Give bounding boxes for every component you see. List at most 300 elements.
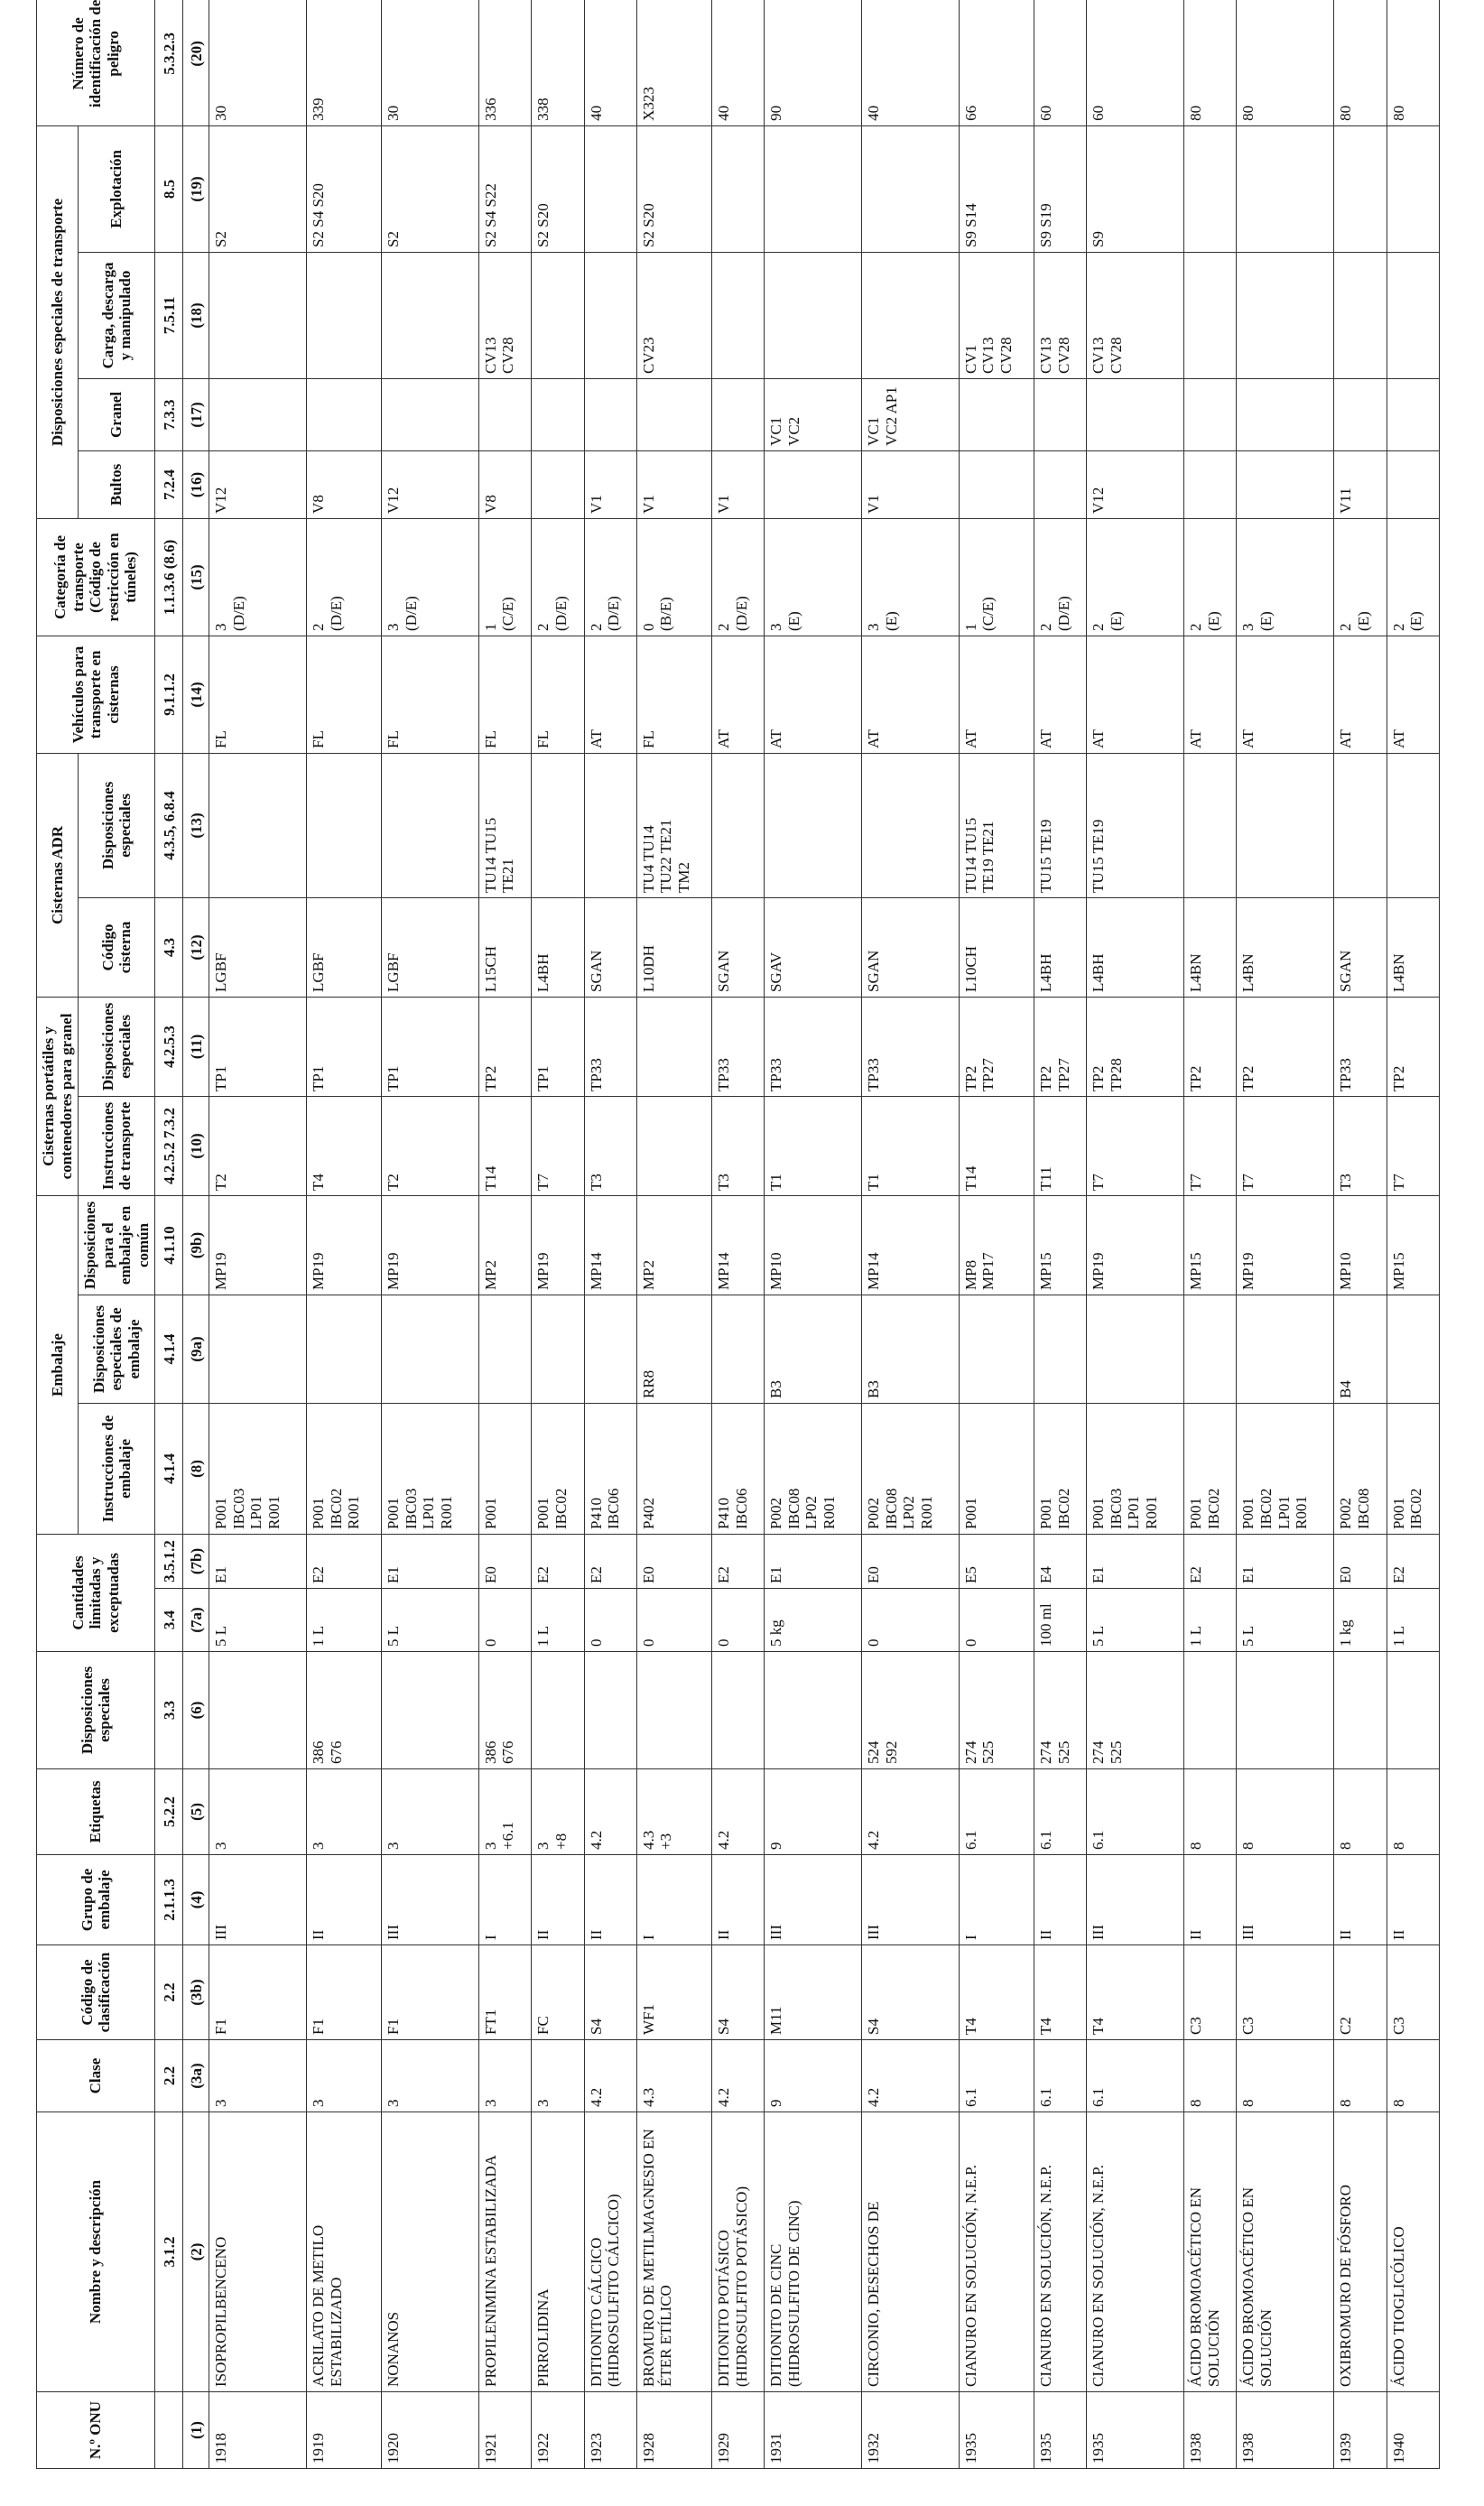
- table-cell: M11: [765, 1945, 862, 2040]
- table-cell: S2 S4 S20: [307, 125, 382, 252]
- table-cell: AT: [1387, 636, 1439, 753]
- table-cell: E0: [478, 1535, 531, 1589]
- table-cell: P001 IBC03 LP01 R001: [209, 1404, 307, 1535]
- table-cell: E4: [1034, 1535, 1086, 1589]
- table-cell: 2 (E): [1184, 518, 1237, 636]
- table-cell: 66: [959, 0, 1034, 125]
- table-cell: DITIONITO POTÁSICO (HIDROSULFITO POTÁSICO): [711, 2112, 764, 2392]
- table-cell: [765, 252, 862, 378]
- table-row: [1034, 0, 1086, 2469]
- table-cell: 4.2: [711, 2040, 764, 2112]
- header-disp-especiales-embalaje: Disposiciones especiales de embalaje: [79, 1295, 155, 1404]
- table-cell: 1 L: [532, 1589, 584, 1652]
- table-cell: 2 (D/E): [307, 518, 382, 636]
- table-cell: S2 S20: [636, 125, 711, 252]
- table-body: [155, 0, 1440, 2469]
- table-cell: V11: [1334, 450, 1387, 518]
- table-cell: [765, 1652, 862, 1769]
- table-row: [209, 0, 307, 2469]
- table-cell: 2 (D/E): [532, 518, 584, 636]
- table-cell: [532, 378, 584, 450]
- table-cell: [584, 252, 636, 378]
- table-cell: S2 S4 S22: [478, 125, 531, 252]
- table-cell: 80: [1184, 0, 1237, 125]
- table-cell: FL: [382, 636, 479, 753]
- table-cell: 336: [478, 0, 531, 125]
- table-cell: TP2: [1237, 997, 1334, 1096]
- table-cell: CIRCONIO, DESECHOS DE: [862, 2112, 960, 2392]
- table-cell: [1237, 753, 1334, 897]
- reference-cell: 4.1.4: [155, 1404, 183, 1535]
- table-cell: 2 (D/E): [584, 518, 636, 636]
- table-cell: 1938: [1184, 2392, 1237, 2469]
- reference-cell: 4.2.5.2 7.3.2: [155, 1096, 183, 1195]
- table-cell: P002 IBC08 LP02 R001: [862, 1404, 960, 1535]
- table-cell: TP2 TP28: [1087, 997, 1184, 1096]
- reference-cell: 2.1.1.3: [155, 1855, 183, 1945]
- table-cell: MP19: [307, 1195, 382, 1295]
- table-cell: S4: [584, 1945, 636, 2040]
- table-cell: MP19: [532, 1195, 584, 1295]
- table-cell: V8: [307, 450, 382, 518]
- table-cell: 1939: [1334, 2392, 1387, 2469]
- table-cell: 1938: [1237, 2392, 1334, 2469]
- table-cell: 0: [478, 1589, 531, 1652]
- table-cell: E2: [1184, 1535, 1237, 1589]
- table-row: [532, 0, 584, 2469]
- table-cell: CIANURO EN SOLUCIÓN, N.E.P.: [1087, 2112, 1184, 2392]
- table-cell: S4: [862, 1945, 960, 2040]
- table-cell: III: [382, 1855, 479, 1945]
- table-cell: T3: [711, 1096, 764, 1195]
- column-number-cell: (7a): [183, 1589, 209, 1652]
- table-cell: T7: [1087, 1096, 1184, 1195]
- header-cisternas-adr: Cisternas ADR: [37, 753, 79, 997]
- table-cell: II: [1034, 1855, 1086, 1945]
- table-cell: VC1 VC2: [765, 378, 862, 450]
- table-cell: PIRROLIDINA: [532, 2112, 584, 2392]
- table-cell: [209, 1652, 307, 1769]
- table-cell: 9: [765, 2040, 862, 2112]
- reference-cell: 5.3.2.3: [155, 0, 183, 125]
- table-cell: [382, 1652, 479, 1769]
- table-cell: [636, 1652, 711, 1769]
- table-cell: [1184, 753, 1237, 897]
- table-cell: VC1 VC2 AP1: [862, 378, 960, 450]
- header-embalaje: Embalaje: [37, 1195, 79, 1534]
- table-cell: B3: [765, 1295, 862, 1404]
- table-cell: TU15 TE19: [1087, 753, 1184, 897]
- table-cell: S2: [209, 125, 307, 252]
- reference-cell: 2.2: [155, 1945, 183, 2040]
- table-cell: II: [1334, 1855, 1387, 1945]
- table-cell: [1334, 252, 1387, 378]
- table-cell: II: [584, 1855, 636, 1945]
- table-cell: 3: [307, 2040, 382, 2112]
- table-cell: 0: [584, 1589, 636, 1652]
- table-cell: [1034, 450, 1086, 518]
- table-cell: 1 (C/E): [959, 518, 1034, 636]
- table-row: [959, 0, 1034, 2469]
- table-cell: S4: [711, 1945, 764, 2040]
- table-row: [584, 0, 636, 2469]
- table-cell: [1237, 1295, 1334, 1404]
- table-cell: [382, 378, 479, 450]
- table-cell: [584, 753, 636, 897]
- table-cell: 60: [1034, 0, 1086, 125]
- column-number-cell: (8): [183, 1404, 209, 1535]
- table-cell: [959, 378, 1034, 450]
- column-number-cell: (10): [183, 1096, 209, 1195]
- table-cell: V1: [584, 450, 636, 518]
- table-cell: [959, 450, 1034, 518]
- table-cell: [711, 1295, 764, 1404]
- table-cell: 1922: [532, 2392, 584, 2469]
- table-cell: [307, 252, 382, 378]
- table-cell: [1184, 1652, 1237, 1769]
- table-cell: [1237, 252, 1334, 378]
- table-cell: V12: [382, 450, 479, 518]
- table-cell: [1184, 252, 1237, 378]
- table-cell: 1 kg: [1334, 1589, 1387, 1652]
- table-cell: FL: [209, 636, 307, 753]
- table-cell: P001 IBC02: [1034, 1404, 1086, 1535]
- table-cell: L4BH: [1034, 897, 1086, 997]
- table-cell: 3: [209, 1769, 307, 1855]
- table-cell: 3 +8: [532, 1769, 584, 1855]
- table-cell: [532, 450, 584, 518]
- table-cell: 30: [382, 0, 479, 125]
- table-cell: 80: [1387, 0, 1439, 125]
- table-cell: [532, 1652, 584, 1769]
- table-cell: 90: [765, 0, 862, 125]
- table-cell: [1184, 125, 1237, 252]
- header-no-onu: N.º ONU: [37, 2392, 155, 2469]
- table-cell: 4.2: [584, 1769, 636, 1855]
- table-cell: B4: [1334, 1295, 1387, 1404]
- table-cell: [1184, 378, 1237, 450]
- table-cell: SGAN: [862, 897, 960, 997]
- table-cell: 386 676: [478, 1652, 531, 1769]
- table-cell: OXIBROMURO DE FÓSFORO: [1334, 2112, 1387, 2392]
- table-cell: V12: [209, 450, 307, 518]
- table-cell: E5: [959, 1535, 1034, 1589]
- table-cell: LGBF: [382, 897, 479, 997]
- table-cell: [959, 1295, 1034, 1404]
- table-cell: TU14 TU15 TE21: [478, 753, 531, 897]
- table-cell: AT: [1184, 636, 1237, 753]
- header-instrucciones-transporte: Instrucciones de transporte: [79, 1096, 155, 1195]
- table-cell: [1034, 378, 1086, 450]
- table-cell: [532, 753, 584, 897]
- table-cell: T11: [1034, 1096, 1086, 1195]
- reference-cell: 4.1.10: [155, 1195, 183, 1295]
- table-cell: E0: [636, 1535, 711, 1589]
- reference-cell: [155, 2392, 183, 2469]
- table-cell: [1387, 125, 1439, 252]
- reference-cell: 4.2.5.3: [155, 997, 183, 1096]
- table-cell: 1919: [307, 2392, 382, 2469]
- table-cell: 5 L: [1087, 1589, 1184, 1652]
- table-cell: E1: [382, 1535, 479, 1589]
- table-cell: [711, 125, 764, 252]
- table-cell: L4BH: [532, 897, 584, 997]
- rotated-table-container: [36, 0, 1440, 2469]
- table-cell: [1387, 1652, 1439, 1769]
- table-cell: 3 (D/E): [209, 518, 307, 636]
- reference-row: [155, 0, 183, 2469]
- table-cell: 524 592: [862, 1652, 960, 1769]
- table-cell: MP10: [765, 1195, 862, 1295]
- table-cell: TU4 TU14 TU22 TE21 TM2: [636, 753, 711, 897]
- table-cell: 5 L: [209, 1589, 307, 1652]
- table-cell: [1087, 1295, 1184, 1404]
- table-cell: S2 S20: [532, 125, 584, 252]
- table-cell: 2 (E): [1387, 518, 1439, 636]
- table-cell: [1237, 1652, 1334, 1769]
- table-cell: 5 L: [1237, 1589, 1334, 1652]
- column-number-cell: (4): [183, 1855, 209, 1945]
- table-cell: FC: [532, 1945, 584, 2040]
- table-cell: 5 L: [382, 1589, 479, 1652]
- column-number-cell: (7b): [183, 1535, 209, 1589]
- table-row: [307, 0, 382, 2469]
- table-cell: MP15: [1387, 1195, 1439, 1295]
- table-cell: CV13 CV28: [1087, 252, 1184, 378]
- header-cisternas-portatiles: Cisternas portátiles y contenedores para granel: [37, 997, 79, 1195]
- table-cell: T14: [959, 1096, 1034, 1195]
- column-number-cell: (12): [183, 897, 209, 997]
- reference-cell: 3.3: [155, 1652, 183, 1769]
- column-number-cell: (2): [183, 2112, 209, 2392]
- table-cell: III: [765, 1855, 862, 1945]
- header-row-1: [37, 0, 79, 2469]
- table-cell: FL: [307, 636, 382, 753]
- column-number-cell: (3b): [183, 1945, 209, 2040]
- table-cell: MP15: [1184, 1195, 1237, 1295]
- column-number-cell: (9b): [183, 1195, 209, 1295]
- table-cell: 1 (C/E): [478, 518, 531, 636]
- table-row: [1387, 0, 1439, 2469]
- table-cell: SGAN: [1334, 897, 1387, 997]
- table-cell: F1: [209, 1945, 307, 2040]
- table-cell: T4: [307, 1096, 382, 1195]
- table-cell: MP19: [382, 1195, 479, 1295]
- table-cell: 4.2: [711, 1769, 764, 1855]
- table-cell: [636, 378, 711, 450]
- table-cell: FL: [532, 636, 584, 753]
- table-cell: 8: [1237, 1769, 1334, 1855]
- table-cell: [584, 1295, 636, 1404]
- table-cell: SGAN: [711, 897, 764, 997]
- table-cell: 0 (B/E): [636, 518, 711, 636]
- table-cell: 40: [862, 0, 960, 125]
- table-cell: AT: [959, 636, 1034, 753]
- table-cell: III: [1237, 1855, 1334, 1945]
- table-cell: T3: [584, 1096, 636, 1195]
- table-cell: AT: [1087, 636, 1184, 753]
- table-cell: [862, 252, 960, 378]
- table-cell: AT: [862, 636, 960, 753]
- table-row: [1087, 0, 1184, 2469]
- table-cell: II: [532, 1855, 584, 1945]
- table-cell: TP33: [862, 997, 960, 1096]
- table-cell: 0: [959, 1589, 1034, 1652]
- table-cell: [307, 753, 382, 897]
- header-clase: Clase: [37, 2040, 155, 2112]
- table-cell: PROPILENIMINA ESTABILIZADA: [478, 2112, 531, 2392]
- column-number-row: [183, 0, 209, 2469]
- table-cell: SGAV: [765, 897, 862, 997]
- table-cell: 3: [382, 2040, 479, 2112]
- table-cell: TU15 TE19: [1034, 753, 1086, 897]
- header-grupo-embalaje: Grupo de embalaje: [37, 1855, 155, 1945]
- table-cell: T1: [765, 1096, 862, 1195]
- table-cell: NONANOS: [382, 2112, 479, 2392]
- table-cell: AT: [1034, 636, 1086, 753]
- table-cell: E1: [1087, 1535, 1184, 1589]
- table-cell: S9 S19: [1034, 125, 1086, 252]
- column-number-cell: (11): [183, 997, 209, 1096]
- table-cell: 30: [209, 0, 307, 125]
- table-cell: 80: [1237, 0, 1334, 125]
- table-cell: TP33: [584, 997, 636, 1096]
- table-cell: CV13 CV28: [478, 252, 531, 378]
- table-cell: P001: [478, 1404, 531, 1535]
- column-number-cell: (20): [183, 0, 209, 125]
- table-cell: FL: [478, 636, 531, 753]
- table-cell: CIANURO EN SOLUCIÓN, N.E.P.: [959, 2112, 1034, 2392]
- table-cell: [532, 252, 584, 378]
- table-cell: AT: [1334, 636, 1387, 753]
- adr-dangerous-goods-table: [36, 0, 1440, 2469]
- table-row: [765, 0, 862, 2469]
- table-cell: L4BN: [1237, 897, 1334, 997]
- reference-cell: 7.2.4: [155, 450, 183, 518]
- table-cell: 6.1: [1034, 2040, 1086, 2112]
- table-cell: T7: [1387, 1096, 1439, 1195]
- table-cell: TU14 TU15 TE19 TE21: [959, 753, 1034, 897]
- header-etiquetas: Etiquetas: [37, 1769, 155, 1855]
- table-cell: MP2: [636, 1195, 711, 1295]
- column-number-cell: (5): [183, 1769, 209, 1855]
- table-cell: 1935: [959, 2392, 1034, 2469]
- header-explotacion: Explotación: [79, 125, 155, 252]
- reference-cell: 3.1.2: [155, 2112, 183, 2392]
- table-cell: 3 (D/E): [382, 518, 479, 636]
- table-cell: 1918: [209, 2392, 307, 2469]
- reference-cell: 1.1.3.6 (8.6): [155, 518, 183, 636]
- table-cell: C3: [1237, 1945, 1334, 2040]
- table-cell: 2 (D/E): [711, 518, 764, 636]
- header-nombre: Nombre y descripción: [37, 2112, 155, 2392]
- reference-cell: 7.5.11: [155, 252, 183, 378]
- table-cell: 1 L: [1387, 1589, 1439, 1652]
- header-codigo-cisterna: Código cisterna: [79, 897, 155, 997]
- table-cell: [584, 125, 636, 252]
- table-cell: 8: [1387, 2040, 1439, 2112]
- table-cell: I: [959, 1855, 1034, 1945]
- table-cell: [765, 125, 862, 252]
- table-cell: P001 IBC03 LP01 R001: [1087, 1404, 1184, 1535]
- table-row: [1184, 0, 1237, 2469]
- table-cell: AT: [584, 636, 636, 753]
- table-cell: I: [478, 1855, 531, 1945]
- column-number-cell: (14): [183, 636, 209, 753]
- table-cell: 0: [862, 1589, 960, 1652]
- table-cell: E0: [862, 1535, 960, 1589]
- table-cell: [307, 378, 382, 450]
- table-cell: [307, 1295, 382, 1404]
- table-cell: TP2 TP27: [959, 997, 1034, 1096]
- table-cell: LGBF: [307, 897, 382, 997]
- table-cell: V1: [862, 450, 960, 518]
- table-cell: 3: [209, 2040, 307, 2112]
- table-cell: 1932: [862, 2392, 960, 2469]
- table-cell: [862, 125, 960, 252]
- table-cell: E0: [1334, 1535, 1387, 1589]
- table-cell: 1929: [711, 2392, 764, 2469]
- table-cell: [478, 378, 531, 450]
- header-bultos: Bultos: [79, 450, 155, 518]
- table-cell: [636, 997, 711, 1096]
- table-row: [382, 0, 479, 2469]
- table-cell: T4: [1034, 1945, 1086, 2040]
- table-cell: T1: [862, 1096, 960, 1195]
- table-cell: 6.1: [1034, 1769, 1086, 1855]
- table-cell: [1087, 378, 1184, 450]
- table-cell: 8: [1184, 2040, 1237, 2112]
- table-cell: RR8: [636, 1295, 711, 1404]
- table-cell: 6.1: [959, 2040, 1034, 2112]
- table-cell: CV13 CV28: [1034, 252, 1086, 378]
- column-number-cell: (13): [183, 753, 209, 897]
- table-cell: T2: [209, 1096, 307, 1195]
- table-cell: ÁCIDO TIOGLICÓLICO: [1387, 2112, 1439, 2392]
- table-cell: C3: [1184, 1945, 1237, 2040]
- table-cell: [1034, 1295, 1086, 1404]
- table-cell: E1: [1237, 1535, 1334, 1589]
- table-cell: MP19: [1087, 1195, 1184, 1295]
- column-number-cell: (18): [183, 252, 209, 378]
- table-cell: TP1: [307, 997, 382, 1096]
- table-cell: 274 525: [1034, 1652, 1086, 1769]
- table-cell: 80: [1334, 0, 1387, 125]
- table-cell: 0: [636, 1589, 711, 1652]
- table-cell: MP10: [1334, 1195, 1387, 1295]
- column-number-cell: (3a): [183, 2040, 209, 2112]
- table-cell: [711, 252, 764, 378]
- table-cell: 3: [307, 1769, 382, 1855]
- table-cell: T7: [532, 1096, 584, 1195]
- table-cell: [711, 378, 764, 450]
- table-cell: L4BN: [1184, 897, 1237, 997]
- table-cell: TP2: [1387, 997, 1439, 1096]
- reference-cell: 4.3: [155, 897, 183, 997]
- reference-cell: 3.5.1.2: [155, 1535, 183, 1589]
- table-cell: E2: [307, 1535, 382, 1589]
- header-disposiciones-especiales: Disposiciones especiales: [37, 1652, 155, 1769]
- table-cell: [1334, 125, 1387, 252]
- table-cell: 1 L: [307, 1589, 382, 1652]
- table-cell: ÁCIDO BROMOACÉTICO EN SOLUCIÓN: [1184, 2112, 1237, 2392]
- table-cell: 1 L: [1184, 1589, 1237, 1652]
- table-cell: 2 (E): [1087, 518, 1184, 636]
- table-cell: T14: [478, 1096, 531, 1195]
- table-cell: ACRILATO DE METILO ESTABILIZADO: [307, 2112, 382, 2392]
- table-cell: [636, 1096, 711, 1195]
- table-cell: 1935: [1087, 2392, 1184, 2469]
